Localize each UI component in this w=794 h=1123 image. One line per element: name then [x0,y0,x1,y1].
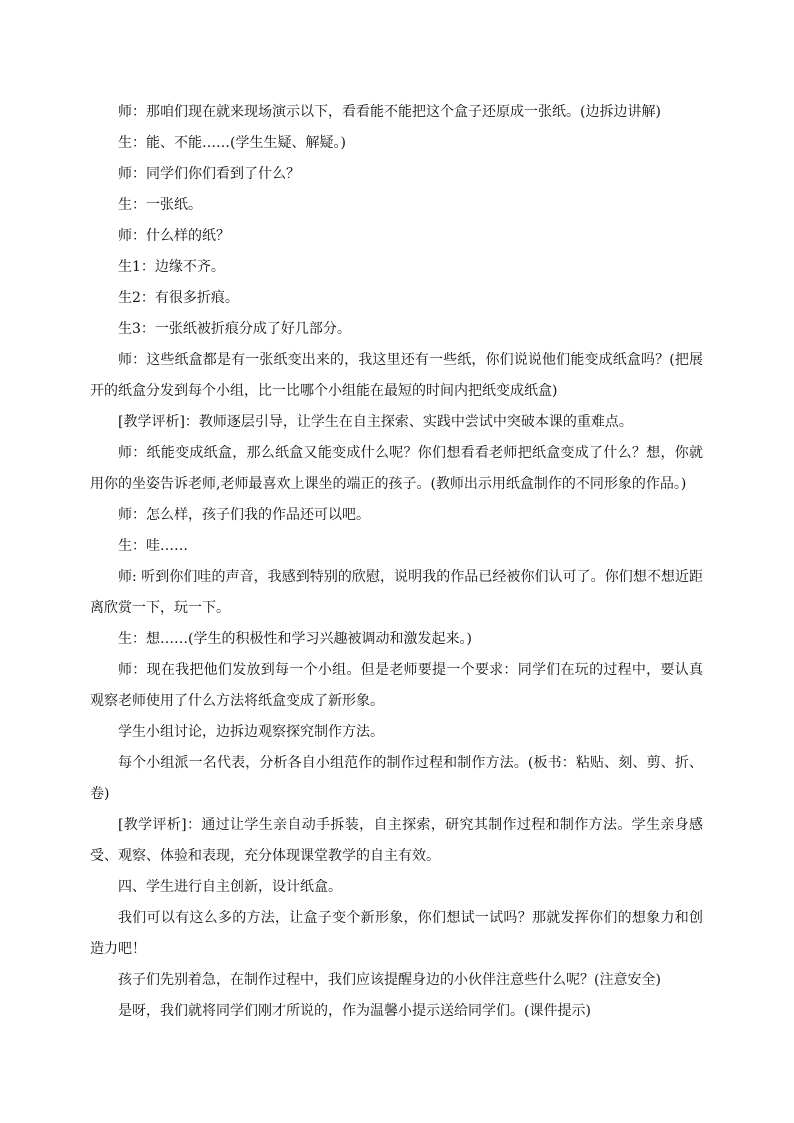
paragraph: 生：想……(学生的积极性和学习兴趣被调动和激发起来。) [118,631,472,647]
paragraph: 生3：一张纸被折痕分成了好几部分。 [118,321,351,337]
paragraph: 师：纸能变成纸盒，那么纸盒又能变成什么呢？你们想看看老师把纸盒变成了什么？想，你就用你的坐姿告诉老师,老师最喜欢上课坐的端正的孩子。(教师出示用纸盒制作的不同形象的作品。) [90,445,703,492]
paragraph: 师：同学们你们看到了什么？ [118,166,300,182]
paragraph: 生1：边缘不齐。 [118,259,225,275]
teaching-comment: [教学评析]：教师逐层引导，让学生在自主探索、实践中尝试中突破本课的重难点。 [118,414,633,430]
paragraph: 师: 听到你们哇的声音，我感到特别的欣慰，说明我的作品已经被你们认可了。你们想不想近距离欣赏一下，玩一下。 [90,569,703,616]
paragraph: 师：那咱们现在就来现场演示以下，看看能不能把这个盒子还原成一张纸。(边拆边讲解) [118,104,661,120]
paragraph: 每个小组派一名代表，分析各自小组范作的制作过程和制作方法。(板书：粘贴、刻、剪、折、卷) [90,755,703,802]
paragraph: 生：能、不能……(学生生疑、解疑。) [118,135,346,151]
paragraph: 学生小组讨论，边拆边观察探究制作方法。 [118,724,384,740]
paragraph: 生：一张纸。 [118,197,202,213]
section-heading: 四、学生进行自主创新，设计纸盒。 [118,879,342,895]
teaching-comment: [教学评析]：通过让学生亲自动手拆装，自主探索，研究其制作过程和制作方法。学生亲身感受、观察、体验和表现，充分体现课堂教学的自主有效。 [90,817,703,864]
paragraph: 师：怎么样，孩子们我的作品还可以吧。 [118,507,370,523]
paragraph: 我们可以有这么多的方法，让盒子变个新形象，你们想试一试吗？那就发挥你们的想象力和创造力吧！ [90,910,703,957]
paragraph: 孩子们先别着急，在制作过程中，我们应该提醒身边的小伙伴注意些什么呢？(注意安全) [118,972,661,988]
paragraph: 是呀，我们就将同学们刚才所说的，作为温馨小提示送给同学们。(课件提示) [118,1003,591,1019]
document-body [90,97,703,1027]
paragraph: 师：什么样的纸？ [118,228,230,244]
paragraph: 师：现在我把他们发放到每一个小组。但是老师要提一个要求：同学们在玩的过程中，要认真观察老师使用了什么方法将纸盒变成了新形象。 [90,662,703,709]
paragraph: 生：哇…… [118,538,188,554]
paragraph: 师：这些纸盒都是有一张纸变出来的，我这里还有一些纸，你们说说他们能变成纸盒吗？(把展开的纸盒分发到每个小组，比一比哪个小组能在最短的时间内把纸变成纸盒) [90,352,703,399]
paragraph: 生2：有很多折痕。 [118,290,239,306]
